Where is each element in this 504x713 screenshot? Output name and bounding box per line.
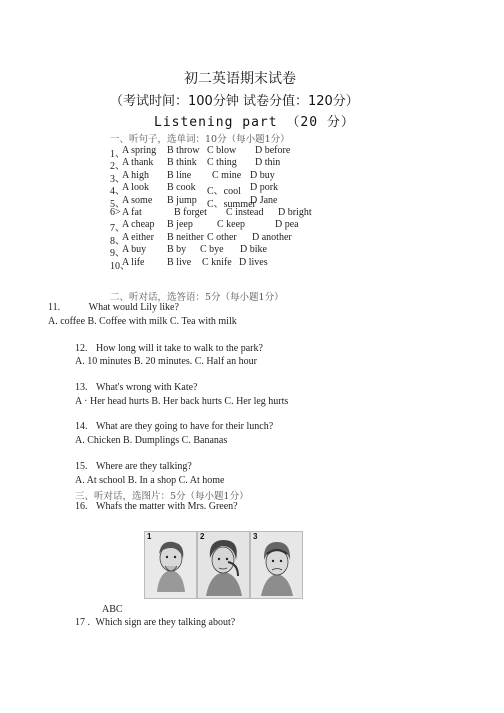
q13-question: What's wrong with Kate?	[96, 382, 198, 393]
option-a: A some	[122, 194, 153, 206]
option-d: D another	[252, 231, 292, 243]
q13-line	[75, 382, 198, 393]
option-c: C other	[207, 231, 237, 243]
option-c: C bye	[200, 244, 224, 256]
option-c: C blow	[207, 145, 237, 156]
q13-options: A · Her head hurts B. Her back hurts C. Her leg hurts	[75, 396, 289, 407]
option-c: C knife	[202, 256, 232, 268]
item-number: 9、	[110, 248, 125, 260]
picture-3	[250, 531, 303, 599]
q12-question: How long will it take to walk to the park?	[96, 343, 263, 354]
q17-question: Which sign are they talking about?	[95, 617, 236, 628]
option-a: A cheap	[122, 219, 155, 231]
picture-1-number: 1	[147, 532, 152, 541]
listening-heading: Listening part （20 分）	[154, 115, 355, 130]
exam-title: 初二英语期末试卷	[184, 71, 296, 87]
option-a: A thank	[122, 157, 154, 169]
section1-heading: 一、听句子，选单词：10分（每小题1分）	[110, 134, 290, 145]
section3-heading: 三、听对话，选图片：5分（每小题1分）	[75, 491, 249, 502]
picture-1	[144, 531, 197, 599]
q14-number: 14.	[75, 421, 88, 432]
option-a: A spring	[122, 145, 157, 156]
option-b: B live	[167, 256, 192, 268]
q11-question: What would Lily like?	[88, 302, 179, 313]
option-d: D lives	[239, 256, 268, 268]
woman-coughing-illustration	[145, 532, 196, 598]
option-b: B line	[167, 169, 192, 181]
option-d: D bike	[240, 244, 267, 256]
option-d: D Jane	[250, 194, 278, 206]
option-a: A either	[122, 231, 154, 243]
picture-options	[144, 531, 302, 597]
q16-question: Whafs the matter with Mrs. Green?	[96, 501, 238, 512]
option-b: B forget	[174, 207, 207, 218]
section2-heading: 二、听对话，选答语：5分（每小题1分）	[110, 292, 284, 303]
option-b: B think	[167, 157, 197, 169]
item-number: 8、	[110, 235, 125, 247]
q12-line	[75, 343, 263, 354]
q17-line	[75, 617, 235, 628]
woman-toothache-illustration	[198, 532, 249, 598]
q17-number: 17 .	[75, 617, 90, 628]
option-b: B throw	[167, 145, 200, 156]
item-number: 2、	[110, 161, 125, 173]
exam-subtitle: （考试时间：100分钟 试卷分值：120分）	[110, 94, 359, 109]
option-c: C thing	[207, 157, 237, 169]
q14-options: A. Chicken B. Dumplings C. Bananas	[75, 435, 228, 446]
item-number: 1、	[110, 149, 125, 160]
option-b: B cook	[167, 182, 196, 194]
q13-number: 13.	[75, 382, 88, 393]
item-number: 3、	[110, 173, 125, 185]
q16-line	[75, 501, 238, 512]
option-d: D pea	[275, 219, 299, 231]
option-b: B jump	[167, 194, 197, 206]
picture-2	[197, 531, 250, 599]
option-c: C、cool	[207, 186, 241, 198]
option-d: D before	[255, 145, 291, 156]
q11-number: 11.	[48, 302, 61, 313]
picture-2-number: 2	[200, 532, 205, 541]
q11-line	[48, 302, 179, 313]
option-a: A life	[122, 256, 145, 268]
item-number: 10、	[110, 260, 130, 272]
option-c: C、summer	[207, 198, 256, 210]
q15-options: A. At school B. In a shop C. At home	[75, 475, 225, 486]
option-b: B by	[167, 244, 187, 256]
option-d: D pork	[250, 182, 279, 194]
item-number: 7、	[110, 223, 125, 235]
q16-number: 16.	[75, 501, 88, 512]
option-d: D thin	[255, 157, 281, 169]
q15-question: Where are they talking?	[96, 461, 192, 472]
option-c: C mine	[212, 169, 242, 181]
option-b: B jeep	[167, 219, 193, 231]
option-d: D bright	[278, 207, 312, 218]
item-number: 4、	[110, 186, 125, 198]
picture-3-number: 3	[253, 532, 258, 541]
option-a: A buy	[122, 244, 147, 256]
q12-number: 12.	[75, 343, 88, 354]
option-a: A look	[122, 182, 149, 194]
q15-line	[75, 461, 192, 472]
q14-question: What are they going to have for their lunch?	[96, 421, 274, 432]
option-a: A high	[122, 169, 149, 181]
option-d: D buy	[250, 169, 275, 181]
item-number: 6>	[110, 207, 121, 218]
q12-options: A. 10 minutes B. 20 minutes. C. Half an hour	[75, 356, 257, 367]
option-a: A fat	[122, 207, 142, 218]
picture-abc-labels: ABC	[102, 604, 123, 615]
option-c: C instead	[226, 207, 264, 218]
woman-headache-illustration	[251, 532, 302, 598]
item-number: 5、	[110, 198, 125, 210]
option-b: B neither	[167, 231, 204, 243]
q11-options: A. coffee B. Coffee with milk C. Tea with milk	[48, 316, 237, 327]
q15-number: 15.	[75, 461, 88, 472]
option-c: C keep	[217, 219, 246, 231]
q14-line	[75, 421, 273, 432]
